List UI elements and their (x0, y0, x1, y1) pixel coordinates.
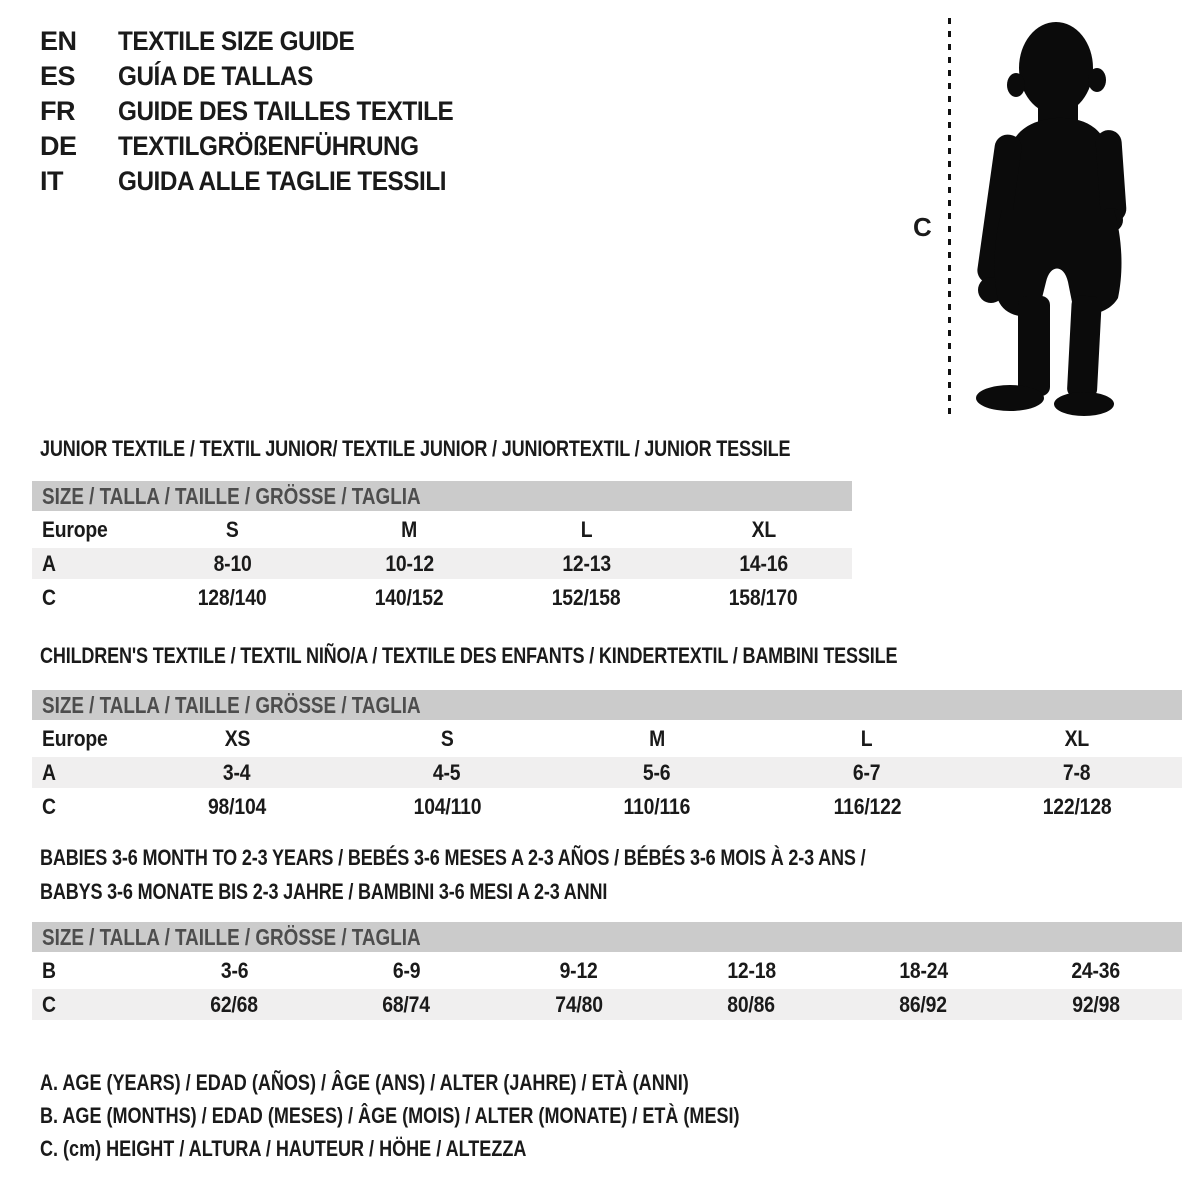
table-cell: 6-7 (762, 757, 972, 788)
row-label: B (42, 957, 56, 983)
table-cell: 74/80 (493, 989, 665, 1020)
legend-line-a: A. AGE (YEARS) / EDAD (AÑOS) / ÂGE (ANS) / ALTER (JAHRE) / ETÀ (ANNI) (40, 1070, 689, 1095)
table-cell: L (861, 725, 873, 751)
children-section-title: CHILDREN'S TEXTILE / TEXTIL NIÑO/A / TEXTILE DES ENFANTS / KINDERTEXTIL / BAMBINI TESSILE (40, 643, 898, 668)
row-label: A (42, 759, 56, 785)
language-code: IT (40, 166, 63, 196)
row-label: C (42, 584, 56, 610)
table-cell (32, 757, 132, 788)
guide-title: TEXTILE SIZE GUIDE (118, 26, 355, 56)
row-label: C (42, 793, 56, 819)
table-cell: XS (224, 725, 250, 751)
guide-title: TEXTILGRÖßENFÜHRUNG (118, 131, 419, 161)
children-size-header-bar: SIZE / TALLA / TAILLE / GRÖSSE / TAGLIA (32, 690, 1182, 720)
children-size-table (32, 720, 1182, 825)
table-cell: 62/68 (148, 989, 320, 1020)
table-cell: 9-12 (559, 957, 598, 983)
table-cell (32, 989, 148, 1020)
table-row (32, 989, 1182, 1020)
table-cell: XL (751, 516, 776, 542)
language-code: ES (40, 61, 76, 91)
table-cell: M (401, 516, 418, 542)
table-cell: 80/86 (665, 989, 837, 1020)
language-title-list (40, 24, 491, 199)
guide-title: GUIDE DES TAILLES TEXTILE (118, 96, 454, 126)
table-cell (32, 791, 132, 822)
table-cell: 7-8 (972, 757, 1182, 788)
table-row (32, 791, 1182, 822)
language-row (40, 129, 491, 164)
table-cell (32, 955, 148, 986)
guide-title: GUÍA DE TALLAS (118, 61, 313, 91)
table-cell: 104/110 (413, 793, 481, 819)
table-cell (32, 723, 132, 754)
table-cell: 140/152 (375, 584, 444, 610)
babies-size-header-bar: SIZE / TALLA / TAILLE / GRÖSSE / TAGLIA (32, 922, 1182, 952)
language-row (40, 59, 491, 94)
table-cell: 86/92 (837, 989, 1009, 1020)
table-cell: 110/116 (623, 793, 691, 819)
table-cell: 128/140 (198, 584, 267, 610)
junior-size-table (32, 511, 852, 616)
language-row (40, 94, 491, 129)
row-label: C (42, 991, 56, 1017)
legend-line-b: B. AGE (MONTHS) / EDAD (MESES) / ÂGE (MOIS) / ALTER (MONATE) / ETÀ (MESI) (40, 1103, 740, 1128)
table-cell: 18-24 (899, 957, 948, 983)
guide-title: GUIDA ALLE TAGLIE TESSILI (118, 166, 447, 196)
table-cell: 3-6 (220, 957, 248, 983)
height-measure-label: C (913, 212, 932, 242)
height-measure-dashed-line (948, 18, 951, 414)
table-cell: M (649, 725, 665, 751)
language-code: EN (40, 26, 77, 56)
row-label: Europe (42, 516, 108, 542)
table-row (32, 548, 852, 579)
table-row (32, 723, 1182, 754)
table-row (32, 955, 1182, 986)
babies-size-table (32, 952, 1182, 1023)
table-cell: 6-9 (392, 957, 421, 983)
toddler-silhouette-icon (960, 14, 1145, 416)
table-row (32, 514, 852, 545)
table-cell: 12-18 (726, 957, 776, 983)
table-cell: 98/104 (207, 793, 267, 819)
table-cell: 4-5 (342, 757, 552, 788)
table-cell: 5-6 (552, 757, 762, 788)
table-cell (32, 548, 144, 579)
table-cell: 116/122 (833, 793, 901, 819)
table-cell: 3-4 (132, 757, 342, 788)
language-row (40, 24, 491, 59)
babies-section-title: BABIES 3-6 MONTH TO 2-3 YEARS / BEBÉS 3-6 MESES A 2-3 AÑOS / BÉBÉS 3-6 MOIS À 2-3 ANS / BABYS 3-6 MONATE BIS 2-3 JAHRE / BAMBINI 3-6 MESI A 2-3 ANNI (40, 845, 866, 904)
language-code: FR (40, 96, 75, 126)
table-row (32, 582, 852, 613)
measurement-legend (40, 1066, 893, 1165)
table-cell: 122/128 (1042, 793, 1112, 819)
table-cell: S (226, 516, 239, 542)
table-cell: 10-12 (321, 548, 498, 579)
table-cell: 14-16 (675, 548, 852, 579)
table-cell: 12-13 (498, 548, 675, 579)
table-cell: L (580, 516, 593, 542)
table-cell: 158/170 (729, 584, 798, 610)
junior-section-title: JUNIOR TEXTILE / TEXTIL JUNIOR/ TEXTILE JUNIOR / JUNIORTEXTIL / JUNIOR TESSILE (40, 436, 791, 461)
legend-line-c: C. (cm) HEIGHT / ALTURA / HAUTEUR / HÖHE / ALTEZZA (40, 1136, 527, 1161)
table-cell: 24-36 (1071, 957, 1121, 983)
table-cell: XL (1064, 725, 1090, 751)
table-cell: 68/74 (320, 989, 492, 1020)
table-cell: 152/158 (552, 584, 621, 610)
language-row (40, 164, 491, 199)
table-cell: 92/98 (1010, 989, 1182, 1020)
row-label: Europe (42, 725, 108, 751)
table-cell: 8-10 (144, 548, 321, 579)
table-cell: S (440, 725, 454, 751)
row-label: A (42, 550, 56, 576)
table-cell (32, 582, 144, 613)
language-code: DE (40, 131, 77, 161)
junior-size-header-bar: SIZE / TALLA / TAILLE / GRÖSSE / TAGLIA (32, 481, 852, 511)
table-row (32, 757, 1182, 788)
table-cell (32, 514, 144, 545)
